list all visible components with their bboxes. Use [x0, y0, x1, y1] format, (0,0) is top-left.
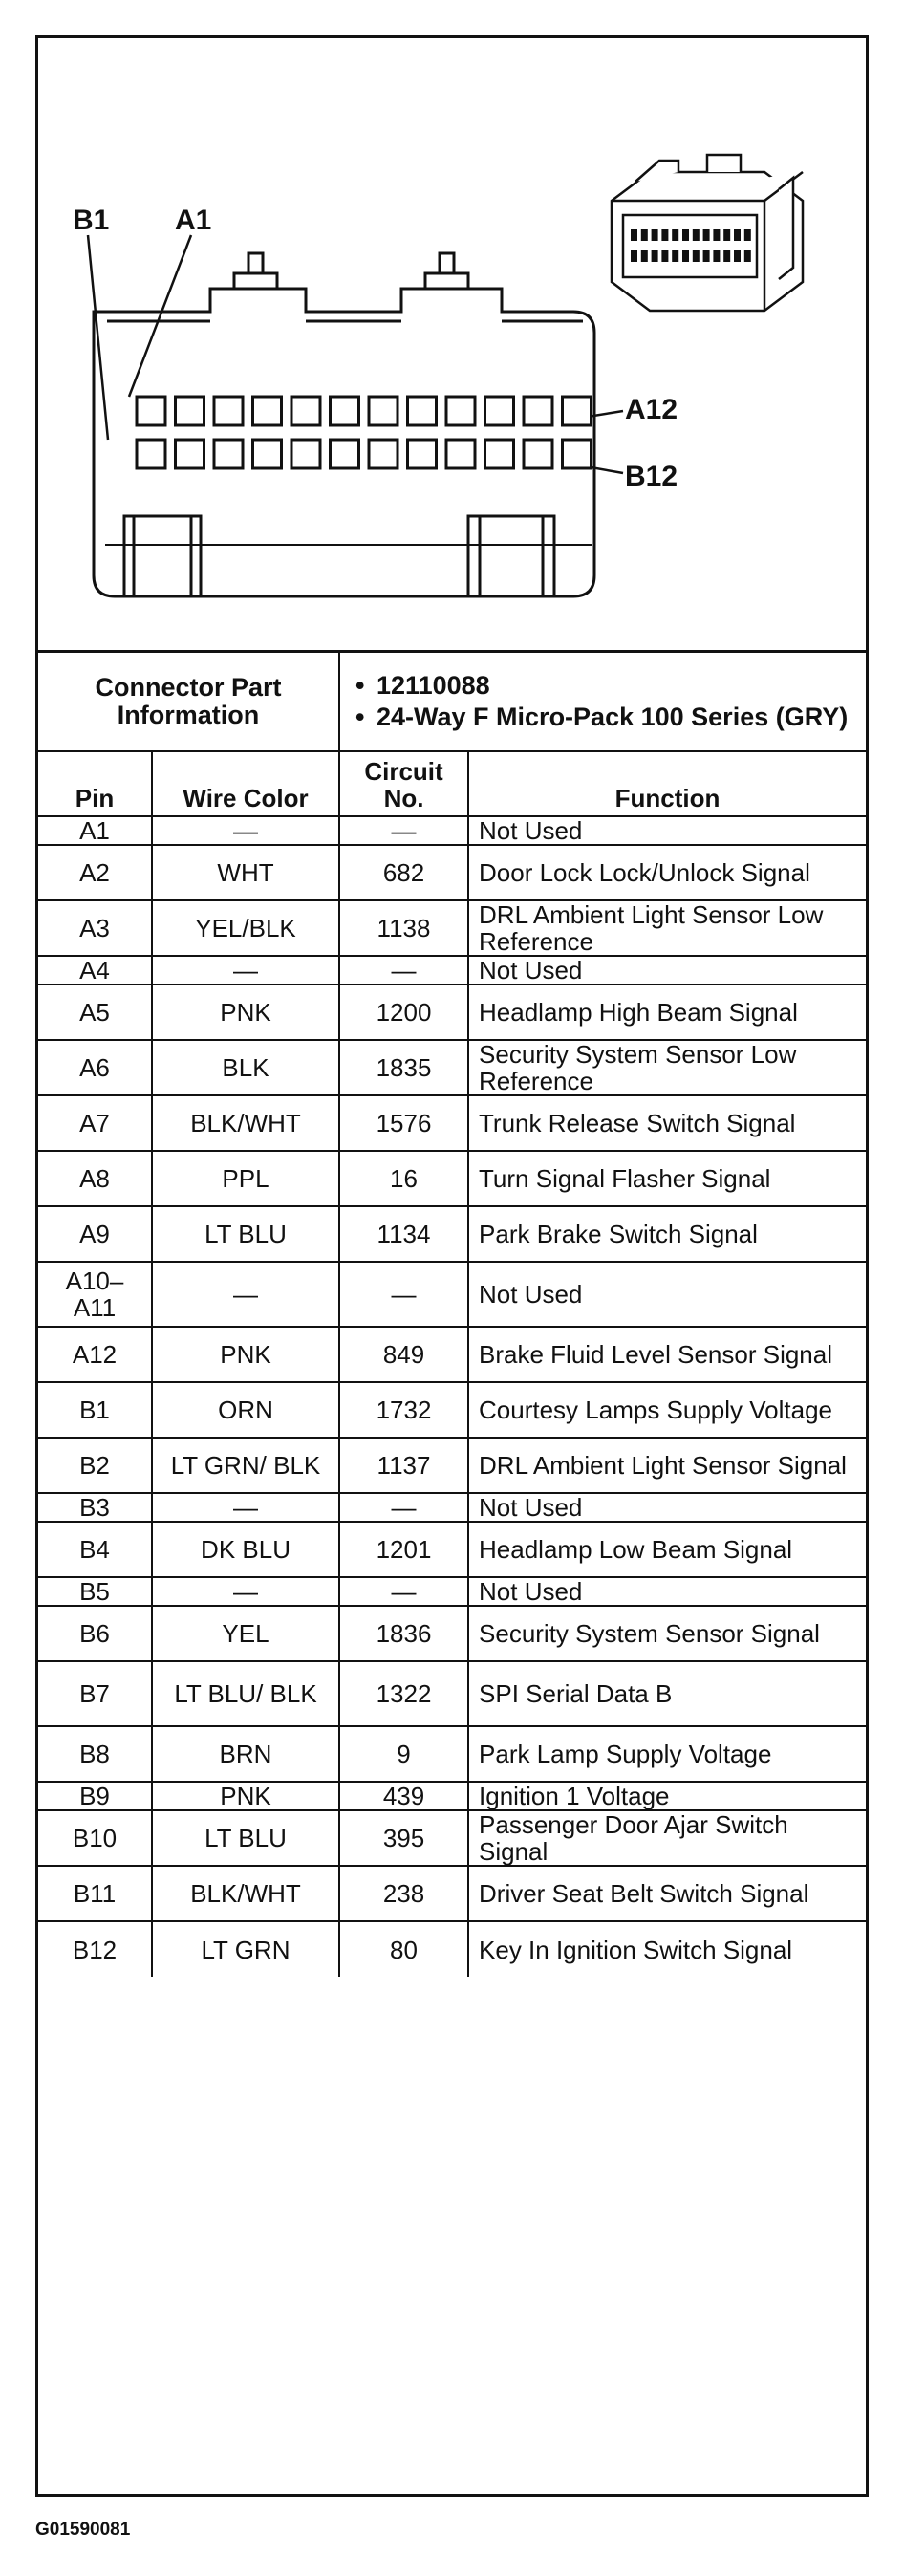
circuit-cell: 1835 — [339, 1040, 468, 1095]
function-cell: Trunk Release Switch Signal — [468, 1095, 866, 1151]
circuit-cell: 1576 — [339, 1095, 468, 1151]
pin-cavity — [563, 397, 592, 425]
pin-cell: A12 — [38, 1327, 152, 1382]
connector-sheet — [35, 35, 869, 2497]
table-row — [38, 1206, 866, 1262]
circuit-cell: 439 — [339, 1782, 468, 1810]
leader-lines — [88, 235, 623, 473]
inset-pin — [713, 229, 720, 241]
circuit-cell: 682 — [339, 845, 468, 900]
pin-cell: B5 — [38, 1577, 152, 1606]
table-row — [38, 956, 866, 985]
wire-color-cell: BRN — [152, 1726, 339, 1782]
circuit-cell: — — [339, 1577, 468, 1606]
function-cell: Brake Fluid Level Sensor Signal — [468, 1327, 866, 1382]
table-row — [38, 845, 866, 900]
pin-cell: A9 — [38, 1206, 152, 1262]
wire-color-cell: BLK/WHT — [152, 1095, 339, 1151]
wire-color-cell: DK BLU — [152, 1522, 339, 1577]
inset-pin — [652, 229, 658, 241]
inset-pin — [641, 229, 648, 241]
wire-color-cell: PNK — [152, 1327, 339, 1382]
wire-color-cell: — — [152, 816, 339, 845]
function-cell: SPI Serial Data B — [468, 1661, 866, 1726]
table-row — [38, 1327, 866, 1382]
function-cell: Park Brake Switch Signal — [468, 1206, 866, 1262]
wire-color-cell: — — [152, 1493, 339, 1522]
pin-cavity — [137, 397, 165, 425]
pin-cell: A6 — [38, 1040, 152, 1095]
inset-pin — [734, 229, 741, 241]
pin-cavity — [446, 440, 475, 468]
pin-cell: A7 — [38, 1095, 152, 1151]
pin-cavity — [563, 440, 592, 468]
table-row — [38, 816, 866, 845]
inset-pin — [672, 250, 678, 262]
pin-cavity — [524, 397, 552, 425]
inset-pin — [661, 250, 668, 262]
function-cell: DRL Ambient Light Sensor Signal — [468, 1438, 866, 1493]
table-row — [38, 1040, 866, 1095]
pin-cell: A8 — [38, 1151, 152, 1206]
pin-cell: B10 — [38, 1810, 152, 1866]
circuit-cell: 1201 — [339, 1522, 468, 1577]
inset-pin — [703, 229, 710, 241]
table-row — [38, 1726, 866, 1782]
part-number: • 12110088 — [350, 672, 856, 700]
pin-cavity — [137, 440, 165, 468]
pin-cavity — [369, 440, 398, 468]
table-row — [38, 1095, 866, 1151]
pinout-table — [38, 650, 866, 1977]
table-row — [38, 1382, 866, 1438]
inset-pin — [703, 250, 710, 262]
circuit-cell: 1836 — [339, 1606, 468, 1661]
function-cell: Turn Signal Flasher Signal — [468, 1151, 866, 1206]
label-b12: B12 — [625, 461, 678, 492]
circuit-cell: 16 — [339, 1151, 468, 1206]
inset-pin — [723, 250, 730, 262]
pin-cell: A10–A11 — [38, 1262, 152, 1327]
inset-pin — [682, 250, 689, 262]
circuit-cell: — — [339, 956, 468, 985]
wire-color-cell: PNK — [152, 985, 339, 1040]
pin-cavity — [253, 440, 282, 468]
col-pin: Pin — [38, 751, 152, 816]
wire-color-cell: — — [152, 1577, 339, 1606]
pin-cavity — [446, 397, 475, 425]
pin-cavity — [291, 397, 320, 425]
circuit-cell: 1138 — [339, 900, 468, 956]
pin-cell: A1 — [38, 816, 152, 845]
wire-color-cell: YEL/BLK — [152, 900, 339, 956]
circuit-cell: 395 — [339, 1810, 468, 1866]
table-row — [38, 900, 866, 956]
inset-pin — [652, 250, 658, 262]
function-cell: Ignition 1 Voltage — [468, 1782, 866, 1810]
wire-color-cell: YEL — [152, 1606, 339, 1661]
table-row — [38, 1493, 866, 1522]
pin-cavity — [176, 397, 204, 425]
inset-pin — [744, 250, 751, 262]
pin-cell: A2 — [38, 845, 152, 900]
inset-pin — [723, 229, 730, 241]
function-cell: Headlamp High Beam Signal — [468, 985, 866, 1040]
label-a1: A1 — [175, 205, 212, 236]
circuit-cell: 238 — [339, 1866, 468, 1921]
function-cell: DRL Ambient Light Sensor Low Reference — [468, 900, 866, 956]
wire-color-cell: LT GRN — [152, 1921, 339, 1977]
inset-pin — [734, 250, 741, 262]
inset-pin — [661, 229, 668, 241]
table-row — [38, 1522, 866, 1577]
inset-pin — [693, 250, 700, 262]
function-cell: Not Used — [468, 1577, 866, 1606]
pin-cavity — [408, 440, 437, 468]
pin-cell: B8 — [38, 1726, 152, 1782]
table-row — [38, 1921, 866, 1977]
label-b1: B1 — [73, 205, 110, 236]
function-cell: Security System Sensor Signal — [468, 1606, 866, 1661]
table-row — [38, 1782, 866, 1810]
pin-cell: B2 — [38, 1438, 152, 1493]
circuit-cell: 80 — [339, 1921, 468, 1977]
pin-cavity — [176, 440, 204, 468]
wire-color-cell: WHT — [152, 845, 339, 900]
pin-cell: B7 — [38, 1661, 152, 1726]
table-row — [38, 1151, 866, 1206]
function-cell: Driver Seat Belt Switch Signal — [468, 1866, 866, 1921]
circuit-cell: 849 — [339, 1327, 468, 1382]
table-row — [38, 1577, 866, 1606]
figure-id: G01590081 — [35, 2520, 131, 2540]
pin-cell: B12 — [38, 1921, 152, 1977]
wire-color-cell: LT BLU — [152, 1810, 339, 1866]
pin-cavity — [331, 397, 359, 425]
pin-cell: B9 — [38, 1782, 152, 1810]
pin-cell: A3 — [38, 900, 152, 956]
inset-pin — [631, 250, 637, 262]
pin-cavity — [291, 440, 320, 468]
connector-face-drawing — [38, 38, 866, 650]
pin-cell: B11 — [38, 1866, 152, 1921]
col-wire-color: Wire Color — [152, 751, 339, 816]
pin-cavity — [214, 440, 243, 468]
wire-color-cell: LT GRN/ BLK — [152, 1438, 339, 1493]
circuit-cell: 1732 — [339, 1382, 468, 1438]
function-cell: Key In Ignition Switch Signal — [468, 1921, 866, 1977]
pin-cell: B1 — [38, 1382, 152, 1438]
function-cell: Courtesy Lamps Supply Voltage — [468, 1382, 866, 1438]
table-row — [38, 1661, 866, 1726]
pin-cavity — [253, 397, 282, 425]
circuit-cell: 9 — [339, 1726, 468, 1782]
connector-info-list — [350, 672, 856, 731]
circuit-cell: 1134 — [339, 1206, 468, 1262]
col-circuit-no: Circuit No. — [339, 751, 468, 816]
pin-cavity — [331, 440, 359, 468]
function-cell: Not Used — [468, 1493, 866, 1522]
inset-pin — [693, 229, 700, 241]
wire-color-cell: BLK/WHT — [152, 1866, 339, 1921]
wire-color-cell: — — [152, 956, 339, 985]
label-a12: A12 — [625, 394, 678, 425]
pin-cavity — [524, 440, 552, 468]
connector-description: • 24-Way F Micro-Pack 100 Series (GRY) — [350, 704, 856, 731]
pin-cavity — [485, 397, 514, 425]
pin-cavities — [137, 397, 592, 468]
circuit-cell: 1137 — [339, 1438, 468, 1493]
wire-color-cell: PNK — [152, 1782, 339, 1810]
pin-cell: B6 — [38, 1606, 152, 1661]
pin-cavity — [214, 397, 243, 425]
column-header-row — [38, 751, 866, 816]
wire-color-cell: ORN — [152, 1382, 339, 1438]
function-cell: Not Used — [468, 1262, 866, 1327]
pin-cell: B3 — [38, 1493, 152, 1522]
wire-color-cell: PPL — [152, 1151, 339, 1206]
pin-cavity — [408, 397, 437, 425]
table-row — [38, 1866, 866, 1921]
function-cell: Door Lock Lock/Unlock Signal — [468, 845, 866, 900]
connector-info-details — [339, 651, 866, 751]
circuit-cell: — — [339, 816, 468, 845]
inset-pin — [744, 229, 751, 241]
pin-cell: A5 — [38, 985, 152, 1040]
pin-cavity — [369, 397, 398, 425]
table-row — [38, 1810, 866, 1866]
wire-color-cell: LT BLU/ BLK — [152, 1661, 339, 1726]
inset-pin — [713, 250, 720, 262]
function-cell: Headlamp Low Beam Signal — [468, 1522, 866, 1577]
connector-info-row — [38, 651, 866, 751]
inset-pin — [682, 229, 689, 241]
function-cell: Not Used — [468, 956, 866, 985]
function-cell: Park Lamp Supply Voltage — [468, 1726, 866, 1782]
table-row — [38, 1262, 866, 1327]
function-cell: Not Used — [468, 816, 866, 845]
pin-cell: A4 — [38, 956, 152, 985]
pin-cavity — [485, 440, 514, 468]
table-row — [38, 1606, 866, 1661]
wire-color-cell: BLK — [152, 1040, 339, 1095]
circuit-cell: 1200 — [339, 985, 468, 1040]
inset-pin — [641, 250, 648, 262]
inset-pin — [631, 229, 637, 241]
inset-pin — [672, 229, 678, 241]
circuit-cell: — — [339, 1262, 468, 1327]
table-row — [38, 985, 866, 1040]
wire-color-cell: — — [152, 1262, 339, 1327]
connector-diagram — [38, 38, 866, 653]
connector-info-heading: Connector Part Information — [38, 651, 339, 751]
circuit-cell: — — [339, 1493, 468, 1522]
wire-color-cell: LT BLU — [152, 1206, 339, 1262]
function-cell: Security System Sensor Low Reference — [468, 1040, 866, 1095]
col-function: Function — [468, 751, 866, 816]
pin-cell: B4 — [38, 1522, 152, 1577]
circuit-cell: 1322 — [339, 1661, 468, 1726]
table-row — [38, 1438, 866, 1493]
function-cell: Passenger Door Ajar Switch Signal — [468, 1810, 866, 1866]
